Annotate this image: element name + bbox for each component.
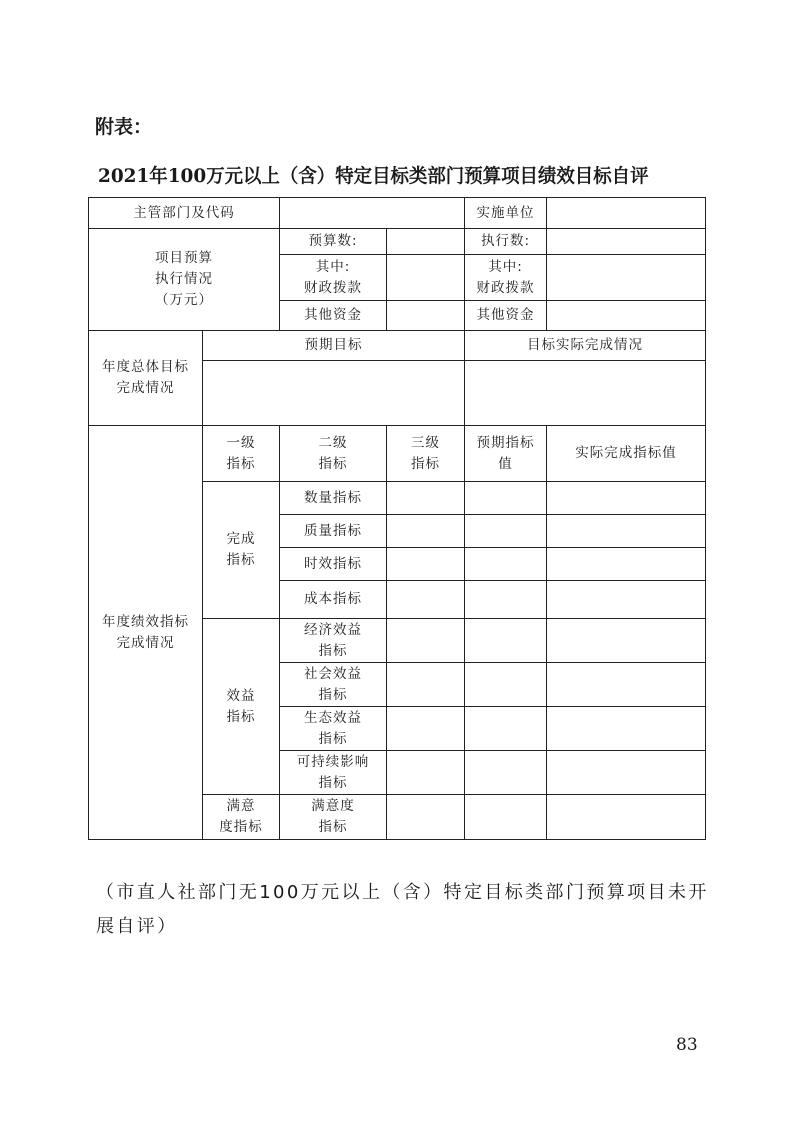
timeliness-expected-cell[interactable] — [465, 548, 547, 581]
social-level3-cell[interactable] — [387, 663, 465, 707]
ecological-line2: 指标 — [318, 730, 348, 747]
other-funds-exec-label: 其他资金 — [465, 301, 547, 331]
ecological-expected-cell[interactable] — [465, 707, 547, 751]
completion-group-line1: 完成 — [226, 531, 256, 547]
benefit-group-line1: 效益 — [226, 687, 256, 704]
cost-expected-cell[interactable] — [465, 581, 547, 619]
social-actual-cell[interactable] — [547, 663, 706, 707]
sustainable-line1: 可持续影响 — [296, 753, 370, 770]
economic-expected-cell[interactable] — [465, 619, 547, 663]
other-funds-label: 其他资金 — [280, 301, 387, 331]
satisfaction-level3-cell[interactable] — [387, 795, 465, 840]
fiscal-allocation-text: 财政拨款 — [304, 279, 362, 296]
performance-self-evaluation-table — [88, 197, 706, 840]
economic-actual-cell[interactable] — [547, 619, 706, 663]
quantity-indicator: 数量指标 — [280, 482, 387, 515]
satisfaction-actual-cell[interactable] — [547, 795, 706, 840]
economic-line2: 指标 — [318, 642, 348, 659]
executed-amount-label: 执行数: — [465, 229, 547, 255]
annual-goal-line2: 完成情况 — [116, 380, 175, 396]
cost-level3-cell[interactable] — [387, 581, 465, 619]
social-line2: 指标 — [318, 686, 348, 703]
completion-group-label — [203, 482, 280, 619]
dept-code-label: 主管部门及代码 — [89, 198, 280, 229]
benefit-group-line2: 指标 — [226, 708, 256, 725]
kpi-section-line2: 完成情况 — [116, 634, 175, 651]
expected-goal-cell[interactable] — [203, 361, 465, 426]
actual-completion-cell[interactable] — [465, 361, 706, 426]
satisfaction-expected-cell[interactable] — [465, 795, 547, 840]
expected-value-line2: 值 — [498, 455, 513, 472]
level1-header — [203, 426, 280, 482]
annual-goal-line1: 年度总体目标 — [102, 359, 189, 375]
timeliness-indicator: 时效指标 — [280, 548, 387, 581]
dept-code-value[interactable] — [280, 198, 465, 229]
cost-indicator: 成本指标 — [280, 581, 387, 619]
timeliness-actual-cell[interactable] — [547, 548, 706, 581]
other-funds-budget-value[interactable] — [387, 301, 465, 331]
quality-level3-cell[interactable] — [387, 515, 465, 548]
fiscal-allocation-exec-text: 财政拨款 — [476, 279, 535, 296]
impl-unit-value[interactable] — [547, 198, 706, 229]
of-which-label: 其中: — [315, 258, 351, 275]
sustainable-actual-cell[interactable] — [547, 751, 706, 795]
budget-amount-value[interactable] — [387, 229, 465, 255]
page-number: 83 — [676, 1035, 698, 1055]
quantity-expected-cell[interactable] — [465, 482, 547, 515]
benefit-group-label — [203, 619, 280, 795]
other-funds-exec-value[interactable] — [547, 301, 706, 331]
ecological-level3-cell[interactable] — [387, 707, 465, 751]
level1-line2: 指标 — [226, 455, 256, 472]
footnote: （市直人社部门无100万元以上（含）特定目标类部门预算项目未开展自评） — [96, 882, 709, 937]
actual-completion-header: 目标实际完成情况 — [465, 331, 706, 361]
sustainable-expected-cell[interactable] — [465, 751, 547, 795]
satisfaction-group-label — [203, 795, 280, 840]
level3-line2: 指标 — [411, 455, 440, 472]
social-indicator — [280, 663, 387, 707]
level3-line1: 三级 — [411, 434, 440, 451]
fiscal-allocation-budget-value[interactable] — [387, 255, 465, 301]
budget-section-line2: 执行情况 — [155, 271, 213, 287]
completion-group-line2: 指标 — [226, 552, 256, 568]
sustainable-line2: 指标 — [318, 774, 348, 791]
satisfaction-indicator — [280, 795, 387, 840]
quality-indicator: 质量指标 — [280, 515, 387, 548]
social-expected-cell[interactable] — [465, 663, 547, 707]
expected-value-line1: 预期指标 — [476, 434, 535, 451]
document-title: 2021年100万元以上（含）特定目标类部门预算项目绩效目标自评 — [98, 165, 649, 187]
fiscal-allocation-exec-label — [465, 255, 547, 301]
kpi-section-label — [89, 426, 203, 840]
level1-line1: 一级 — [226, 434, 256, 451]
budget-section-line3: （万元） — [155, 292, 213, 308]
budget-section-label — [89, 229, 280, 331]
budget-amount-label: 预算数: — [280, 229, 387, 255]
quantity-level3-cell[interactable] — [387, 482, 465, 515]
timeliness-level3-cell[interactable] — [387, 548, 465, 581]
level2-header — [280, 426, 387, 482]
of-which-exec-label: 其中: — [488, 258, 523, 275]
impl-unit-label: 实施单位 — [465, 198, 547, 229]
level3-header — [387, 426, 465, 482]
level2-line1: 二级 — [318, 434, 348, 451]
fiscal-allocation-label — [280, 255, 387, 301]
economic-line1: 经济效益 — [304, 621, 362, 638]
ecological-line1: 生态效益 — [304, 709, 362, 726]
sustainable-indicator — [280, 751, 387, 795]
expected-value-header — [465, 426, 547, 482]
ecological-indicator — [280, 707, 387, 751]
attachment-label: 附表： — [95, 116, 153, 138]
sustainable-level3-cell[interactable] — [387, 751, 465, 795]
executed-amount-value[interactable] — [547, 229, 706, 255]
satisfaction-line2: 指标 — [318, 819, 348, 835]
expected-goal-header: 预期目标 — [203, 331, 465, 361]
economic-indicator — [280, 619, 387, 663]
satisfaction-line1: 满意度 — [311, 798, 355, 814]
quality-actual-cell[interactable] — [547, 515, 706, 548]
annual-goal-label — [89, 331, 203, 426]
level2-line2: 指标 — [318, 455, 348, 472]
kpi-section-line1: 年度绩效指标 — [102, 613, 189, 630]
ecological-actual-cell[interactable] — [547, 707, 706, 751]
budget-section-line1: 项目预算 — [155, 250, 213, 266]
satisfaction-group-line2: 度指标 — [219, 819, 263, 835]
satisfaction-group-line1: 满意 — [226, 798, 256, 814]
fiscal-allocation-exec-value[interactable] — [547, 255, 706, 301]
quantity-actual-cell[interactable] — [547, 482, 706, 515]
economic-level3-cell[interactable] — [387, 619, 465, 663]
social-line1: 社会效益 — [304, 665, 362, 682]
quality-expected-cell[interactable] — [465, 515, 547, 548]
cost-actual-cell[interactable] — [547, 581, 706, 619]
actual-value-header: 实际完成指标值 — [547, 426, 706, 482]
